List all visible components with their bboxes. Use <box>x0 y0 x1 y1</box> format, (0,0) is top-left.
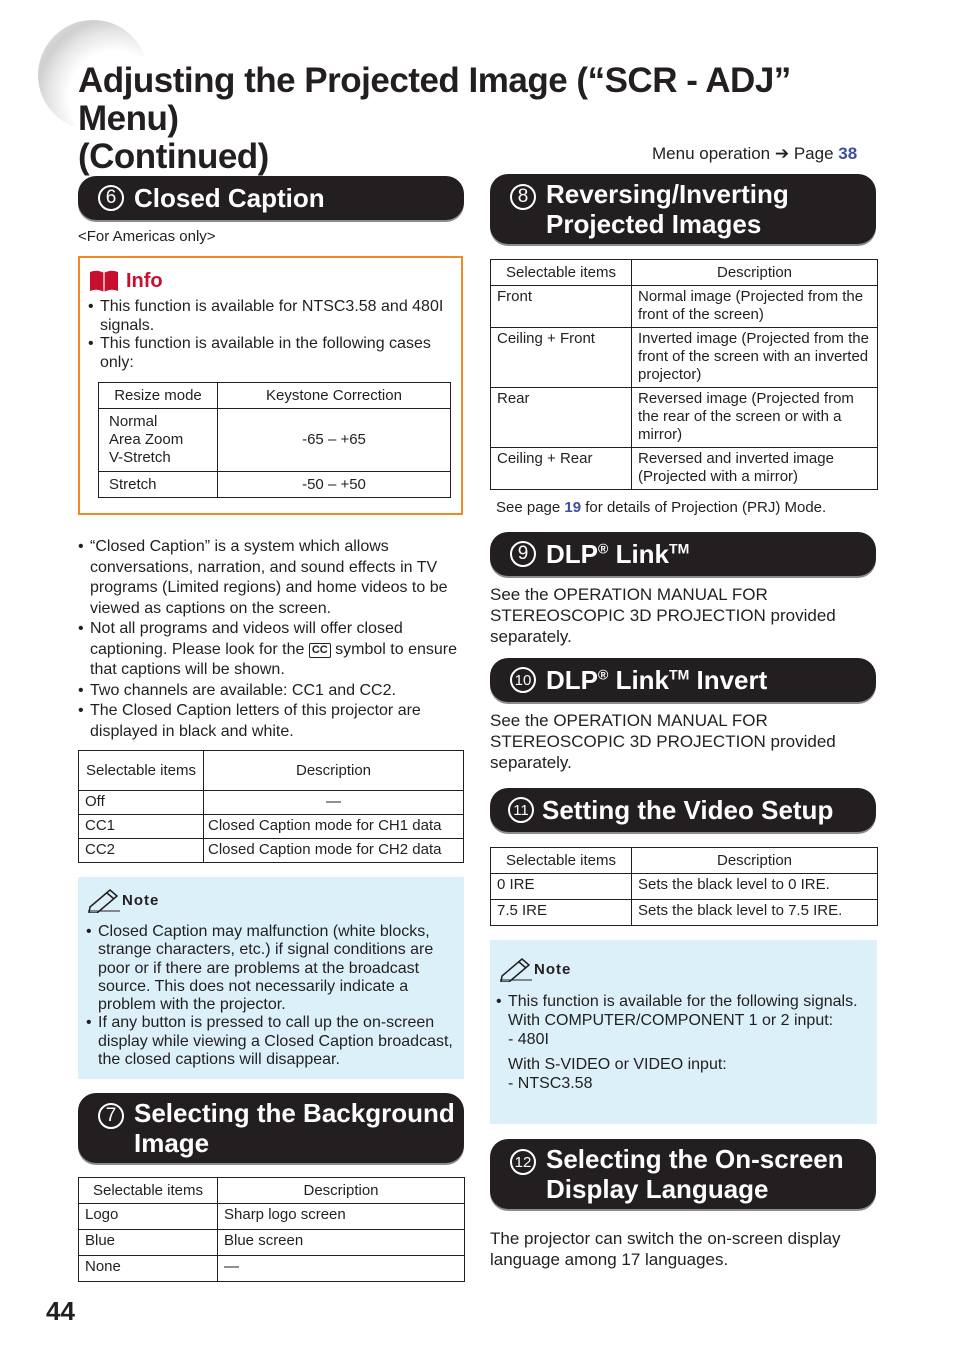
table-cell: Logo <box>79 1204 218 1230</box>
reference-text: for details of Projection (PRJ) Mode. <box>585 499 827 516</box>
region-note: <For Americas only> <box>78 228 216 245</box>
resize-mode-cell: Stretch <box>99 472 218 498</box>
table-row <box>491 388 878 448</box>
table-cell: Normal image (Projected from the front of the screen) <box>632 286 878 328</box>
table-row <box>79 1230 465 1256</box>
table-row <box>79 1256 465 1282</box>
table-row <box>79 815 464 839</box>
section-title <box>134 1098 455 1158</box>
info-bullet: • This function is available for NTSC3.58 and 480I signals. <box>88 298 450 335</box>
title-part: DLP <box>546 665 598 695</box>
keystone-range-cell: -65 – +65 <box>218 409 451 472</box>
bullet-item <box>78 619 463 681</box>
table-cell: Closed Caption mode for CH2 data <box>204 839 464 863</box>
dlp-link-description: See the OPERATION MANUAL FOR STEREOSCOPIC 3D PROJECTION provided separately. <box>490 585 836 646</box>
section-title <box>546 665 767 695</box>
section-title <box>546 539 689 569</box>
table-header: Resize mode <box>99 383 218 409</box>
table-cell: Front <box>491 286 632 328</box>
section-number-8: 8 <box>510 184 536 210</box>
note-line: - NTSC3.58 <box>508 1075 593 1092</box>
trademark-mark: TM <box>669 666 690 683</box>
resize-mode-cell: Normal <box>109 413 158 430</box>
note-header <box>86 887 159 913</box>
section-title-line: Selecting the On-screen <box>546 1144 844 1174</box>
page-19-link[interactable]: 19 <box>564 499 582 516</box>
section-title-line: Image <box>134 1128 210 1158</box>
bullet-item: • Two channels are available: CC1 and CC2. <box>78 681 463 702</box>
section-number-12: 12 <box>510 1149 536 1175</box>
section-title-line: Display Language <box>546 1174 769 1204</box>
note-bullets <box>86 923 454 1069</box>
note-label: Note <box>122 891 160 909</box>
menu-operation-ref <box>652 144 857 164</box>
note-bullet: • If any button is pressed to call up the on-screen display while viewing a Closed Caption broadcast, the closed captions will disappear. <box>86 1014 454 1069</box>
table-row <box>79 839 464 863</box>
menu-operation-page-link[interactable]: 38 <box>838 144 858 163</box>
table-cell: Sharp logo screen <box>218 1204 465 1230</box>
table-row <box>491 286 878 328</box>
section-osd-language-header <box>490 1139 876 1209</box>
table-cell: — <box>218 1256 465 1282</box>
section-dlp-link-header <box>490 532 876 576</box>
section-title: Closed Caption <box>134 183 325 213</box>
note-bullet: • This function is available for the following signals. <box>496 992 866 1011</box>
table-cell: — <box>204 791 464 815</box>
table-cell: CC2 <box>79 839 204 863</box>
table-cell: CC1 <box>79 815 204 839</box>
page-title-line1: Adjusting the Projected Image (“SCR - ADJ” Menu) <box>78 61 791 138</box>
table-row <box>491 328 878 388</box>
page-number: 44 <box>46 1296 75 1326</box>
section-title: Setting the Video Setup <box>542 795 834 825</box>
title-part: Invert <box>696 665 768 695</box>
table-header: Selectable items <box>79 751 204 791</box>
keystone-range-cell: -50 – +50 <box>218 472 451 498</box>
section-reversing-header <box>490 174 876 244</box>
menu-operation-label: Menu operation ➔ Page <box>652 144 834 163</box>
table-cell: Blue screen <box>218 1230 465 1256</box>
table-cell: Sets the black level to 7.5 IRE. <box>632 900 878 926</box>
section-video-setup-header <box>490 788 876 832</box>
section-number-7: 7 <box>98 1103 124 1129</box>
table-header: Description <box>218 1178 465 1204</box>
table-cell: Closed Caption mode for CH1 data <box>204 815 464 839</box>
info-bullets <box>88 298 450 372</box>
table-cell: Ceiling + Rear <box>491 448 632 490</box>
registered-mark: ® <box>598 540 609 557</box>
note-header <box>498 956 571 982</box>
section-title-line: Projected Images <box>546 209 762 239</box>
table-cell: Rear <box>491 388 632 448</box>
table-row <box>99 409 451 472</box>
table-row <box>491 448 878 490</box>
section-number-6: 6 <box>98 185 124 211</box>
table-cell: 7.5 IRE <box>491 900 632 926</box>
info-label: Info <box>126 269 163 292</box>
info-bullet: • This function is available in the following cases only: <box>88 335 450 372</box>
osd-language-description: The projector can switch the on-screen display language among 17 languages. <box>490 1229 841 1269</box>
video-setup-table <box>490 847 878 926</box>
section-closed-caption-header <box>78 176 464 220</box>
table-row <box>491 874 878 900</box>
resize-mode-table <box>98 382 451 498</box>
note-box-closed-caption <box>78 877 464 1079</box>
note-box-video-setup <box>490 940 877 1124</box>
table-header: Selectable items <box>491 260 632 286</box>
title-part: Link <box>615 665 670 695</box>
table-cell: Blue <box>79 1230 218 1256</box>
table-cell: None <box>79 1256 218 1282</box>
section-title-line: Reversing/Inverting <box>546 179 789 209</box>
note-line: With S-VIDEO or VIDEO input: <box>508 1056 727 1073</box>
book-icon <box>88 268 120 294</box>
closed-caption-table <box>78 750 464 863</box>
table-cell: 0 IRE <box>491 874 632 900</box>
projection-mode-reference <box>496 499 826 516</box>
section-title <box>546 1144 844 1204</box>
note-line: With COMPUTER/COMPONENT 1 or 2 input: <box>508 1012 834 1029</box>
note-bullet: • Closed Caption may malfunction (white blocks, strange characters, etc.) if signal conditions are poor or if there are problems at the broadcast source. This does not necessarily indicate a problem with the projector. <box>86 923 454 1014</box>
table-row <box>491 900 878 926</box>
table-header: Description <box>632 848 878 874</box>
page-title-line2: (Continued) <box>78 137 269 176</box>
resize-mode-cell: V-Stretch <box>109 449 171 466</box>
section-title <box>546 179 789 239</box>
section-number-10: 10 <box>510 667 536 693</box>
trademark-mark: TM <box>669 540 690 557</box>
note-label: Note <box>534 960 572 978</box>
title-part: DLP <box>546 539 598 569</box>
table-cell: Sets the black level to 0 IRE. <box>632 874 878 900</box>
table-row <box>79 791 464 815</box>
bullet-item: • “Closed Caption” is a system which allows conversations, narration, and sound effects in TV programs (Limited regions) and home videos to be viewed as captions on the screen. <box>78 537 463 619</box>
section-number-9: 9 <box>510 541 536 567</box>
note-line: - 480I <box>508 1031 549 1048</box>
table-cell: Reversed image (Projected from the rear of the screen or with a mirror) <box>632 388 878 448</box>
registered-mark: ® <box>598 666 609 683</box>
table-header: Selectable items <box>491 848 632 874</box>
table-header: Keystone Correction <box>218 383 451 409</box>
table-cell: Reversed and inverted image (Projected with a mirror) <box>632 448 878 490</box>
bullet-text: Not all programs and videos will offer closed captioning. Please look for the <box>90 620 403 658</box>
background-image-table <box>78 1177 465 1282</box>
table-header: Description <box>632 260 878 286</box>
section-background-image-header <box>78 1093 464 1163</box>
pencil-icon <box>498 956 534 982</box>
reversing-table <box>490 259 878 490</box>
info-header <box>88 268 163 294</box>
bullet-item: • The Closed Caption letters of this projector are displayed in black and white. <box>78 701 463 742</box>
closed-caption-icon: CC <box>309 643 331 658</box>
table-header: Selectable items <box>79 1178 218 1204</box>
section-title-line: Selecting the Background <box>134 1098 455 1128</box>
bullet-text: symbol to ensure that captions will be shown. <box>90 640 457 678</box>
pencil-icon <box>86 887 122 913</box>
section-number-11: 11 <box>508 797 534 823</box>
reference-text: See page <box>496 499 561 516</box>
table-cell: Inverted image (Projected from the front of the screen with an inverted projector) <box>632 328 878 388</box>
info-box <box>78 256 463 515</box>
section-dlp-link-invert-header <box>490 658 876 702</box>
table-row <box>79 1204 465 1230</box>
note-bullets <box>496 992 866 1093</box>
table-header: Description <box>204 751 464 791</box>
title-part: Link <box>615 539 670 569</box>
closed-caption-bullets <box>78 537 463 742</box>
dlp-link-invert-description: See the OPERATION MANUAL FOR STEREOSCOPIC 3D PROJECTION provided separately. <box>490 711 836 772</box>
table-cell: Off <box>79 791 204 815</box>
resize-mode-cell: Area Zoom <box>109 431 184 448</box>
table-cell: Ceiling + Front <box>491 328 632 388</box>
table-row <box>99 472 451 498</box>
